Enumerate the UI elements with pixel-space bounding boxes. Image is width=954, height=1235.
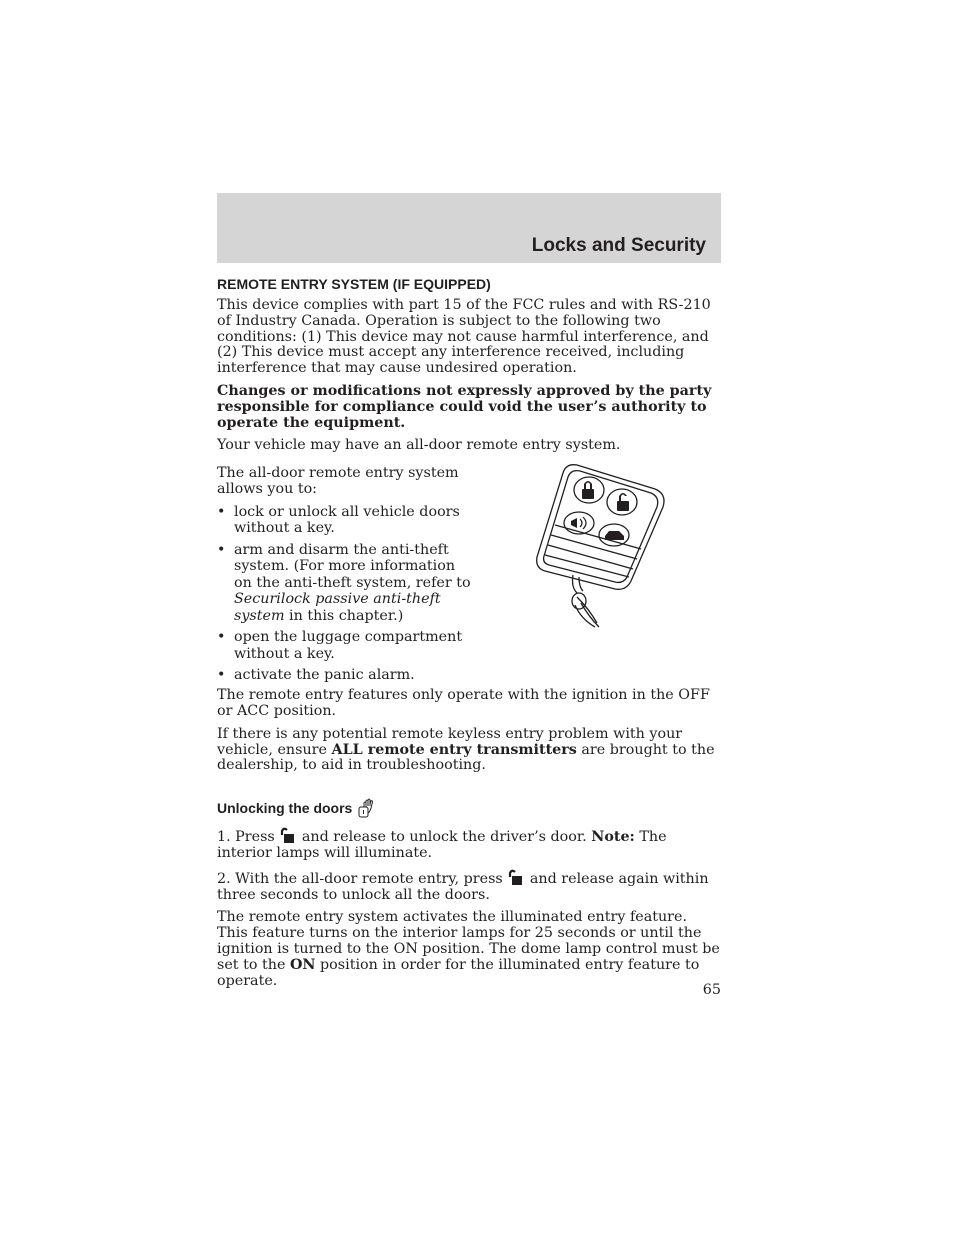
unlock-icon: [507, 869, 525, 886]
illuminated-entry-paragraph: [217, 910, 721, 989]
main-content: [217, 276, 721, 996]
on-emphasis: ON: [289, 956, 316, 973]
page-number: 65: [702, 982, 721, 998]
step-1: [217, 827, 721, 862]
list-item: • activate the panic alarm.: [217, 667, 475, 684]
unlock-icon: [279, 827, 297, 844]
unlocking-title-text: Unlocking the doors: [217, 800, 353, 817]
page-title: Locks and Security: [531, 235, 706, 256]
step-2: [217, 869, 721, 904]
key-fob-illustration: [533, 461, 669, 629]
list-item-text: in this chapter.): [284, 607, 404, 624]
step-2-text: and release again within three seconds to unlock all the doors.: [217, 870, 709, 903]
step-1-text: and release to unlock the driver’s door.: [297, 829, 592, 846]
cross-reference: Securilock passive anti-theft system: [234, 591, 441, 624]
step-1-text: 1. Press: [217, 829, 280, 846]
illuminated-entry-text: The remote entry system activates the illuminated entry feature. This feature turns on the interior lamps for 25 seconds or until the ignition is turned to the ON position. The dome lamp control must be set to the: [217, 909, 720, 973]
header-band: [217, 193, 721, 263]
troubleshoot-emphasis: ALL remote entry transmitters: [331, 741, 577, 758]
features-text: [217, 466, 475, 684]
list-item: • open the luggage compartment without a key.: [217, 629, 475, 662]
features-list: [217, 504, 475, 684]
illuminated-entry-text: position in order for the illuminated entry feature to operate.: [217, 956, 700, 989]
troubleshoot-text: are brought to the dealership, to aid in troubleshooting.: [217, 741, 715, 774]
all-door-paragraph: Your vehicle may have an all-door remote entry system.: [217, 437, 621, 454]
note-label: Note:: [591, 829, 635, 846]
step-2-text: 2. With the all-door remote entry, press: [217, 870, 508, 887]
remote-features-block: [217, 466, 721, 688]
remote-hand-icon: [357, 798, 375, 818]
unlocking-title: [217, 798, 721, 818]
allows-intro: The all-door remote entry system allows you to:: [217, 465, 459, 497]
section-title: REMOTE ENTRY SYSTEM (IF EQUIPPED): [217, 276, 491, 292]
fcc-paragraph: This device complies with part 15 of the FCC rules and with RS-210 of Industry Canada. Operation is subject to the following two conditions: (1) This device may not cause harmful interference, and (2) This device must accept any interference received, including interference that may cause undesired operation.: [217, 297, 711, 377]
troubleshoot-paragraph: [217, 727, 721, 774]
list-item: • lock or unlock all vehicle doors without a key.: [217, 504, 475, 537]
list-item: [217, 542, 475, 625]
list-item-text: arm and disarm the anti-theft system. (For more information on the anti-theft system, refer to: [234, 541, 471, 591]
step-1-text: The interior lamps will illuminate.: [217, 829, 667, 861]
warning-paragraph: Changes or modifications not expressly approved by the party responsible for compliance could void the user’s authority to operate the equipment.: [217, 382, 712, 431]
troubleshoot-text: If there is any potential remote keyless entry problem with your vehicle, ensure: [217, 725, 683, 758]
ignition-paragraph: The remote entry features only operate with the ignition in the OFF or ACC position.: [217, 687, 710, 719]
